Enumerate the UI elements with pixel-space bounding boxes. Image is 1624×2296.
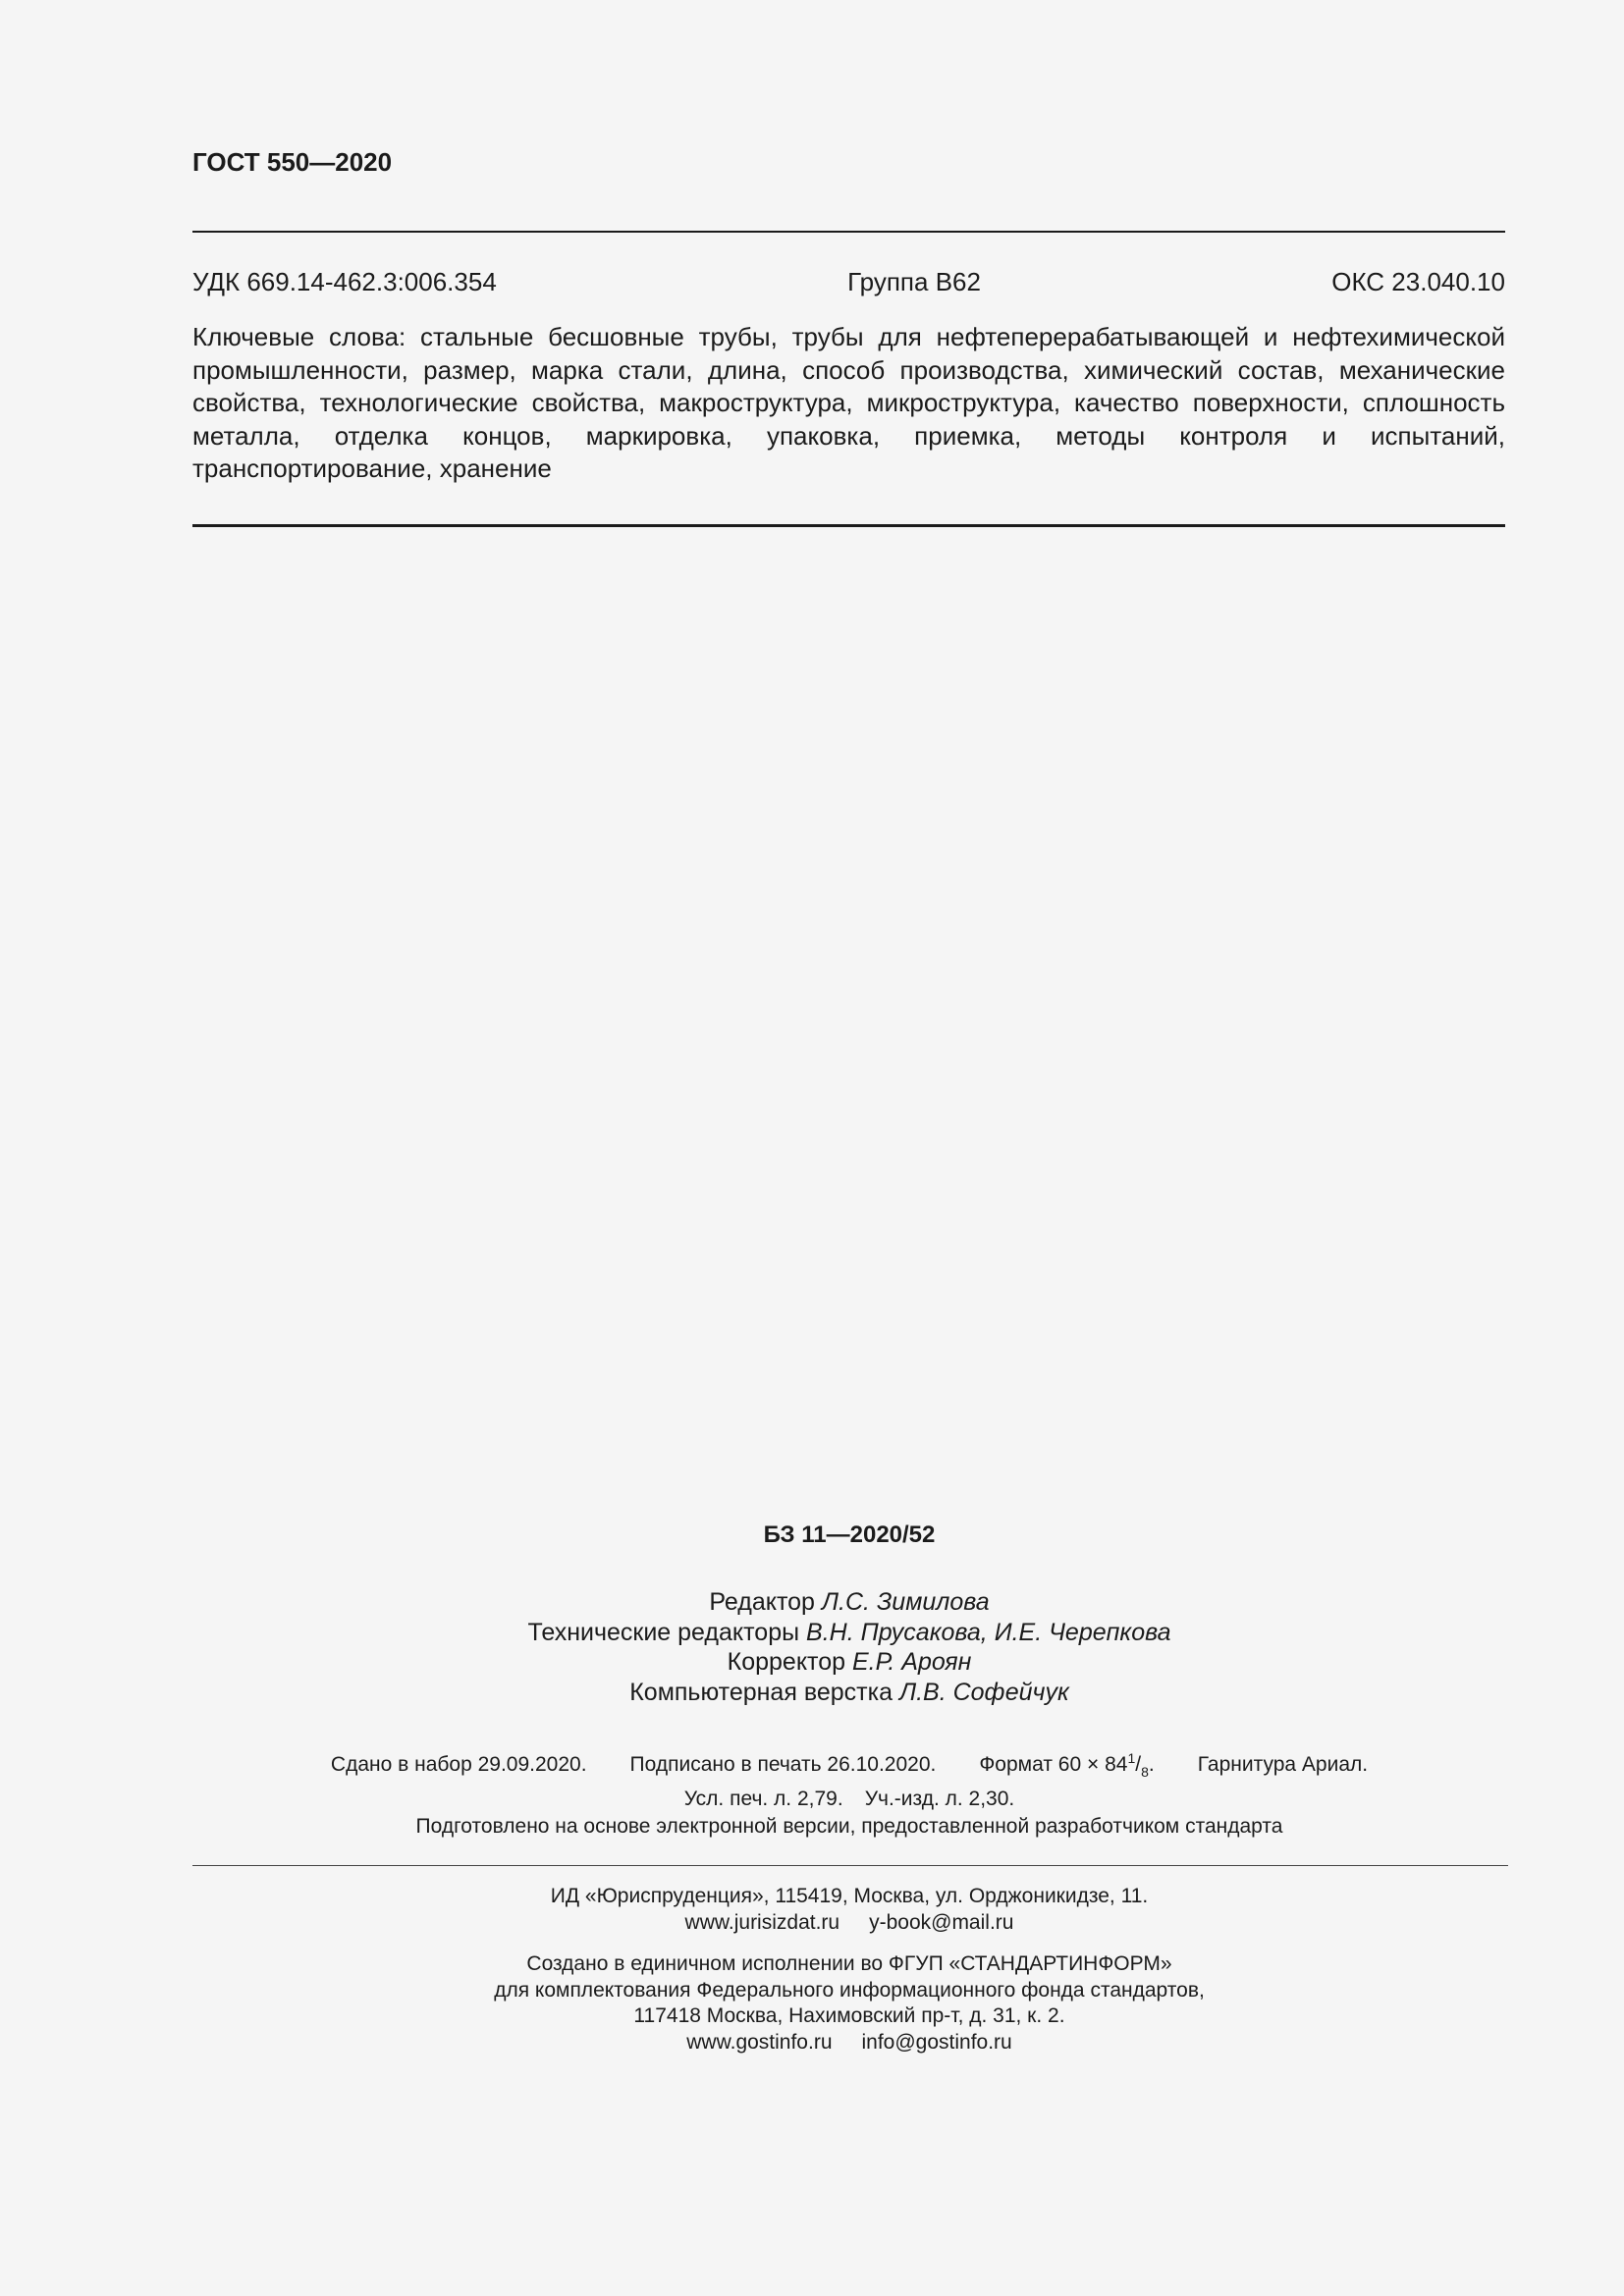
oks-code: ОКС 23.040.10	[1331, 267, 1505, 296]
keywords-text: стальные бесшовные трубы, трубы для нефтеперерабатывающей и нефтехимической промышленности, размер, марка стали, длина, способ производства, химический состав, механические свойства, технологические свойства, макроструктура, микроструктура, качество поверхности, сплошность металла, отделка концов, маркировка, упаковка, приемка, методы контроля и испытаний, транспортирование, хранение	[192, 322, 1505, 484]
prepared-note: Подготовлено на основе электронной версии, предоставленной разработчиком стандарта	[415, 1815, 1283, 1838]
credit-role: Редактор	[709, 1588, 815, 1616]
typeface: Гарнитура Ариал.	[1197, 1753, 1369, 1776]
created-contacts	[0, 2030, 1624, 2056]
publisher-email: y-book@mail.ru	[869, 1911, 1014, 1934]
credit-role: Технические редакторы	[527, 1618, 800, 1646]
credit-name: Л.В. Софейчук	[898, 1678, 1069, 1706]
udk-code: УДК 669.14-462.3:006.354	[192, 267, 497, 296]
credit-role: Компьютерная верстка	[629, 1678, 893, 1706]
publisher-divider	[192, 1865, 1508, 1866]
classification-row	[192, 266, 1505, 297]
created-line-1: Создано в единичном исполнении во ФГУП «СТАНДАРТИНФОРМ»	[526, 1952, 1172, 1975]
standard-title: ГОСТ 550—2020	[192, 147, 393, 177]
keywords-divider	[192, 524, 1505, 527]
credits-block	[0, 1587, 1624, 1707]
top-divider	[192, 231, 1505, 233]
keywords-paragraph	[192, 321, 1505, 486]
bz-number: БЗ 11—2020/52	[763, 1522, 936, 1548]
credit-name: В.Н. Прусакова, И.Е. Черепкова	[806, 1618, 1171, 1646]
gostinfo-email: info@gostinfo.ru	[861, 2030, 1012, 2054]
credit-corrector	[0, 1647, 1624, 1678]
print-info-line-1	[0, 1744, 1624, 1786]
credit-name: Л.С. Зимилова	[821, 1588, 990, 1616]
publisher-sheets: Уч.-изд. л. 2,30.	[864, 1788, 1015, 1810]
credit-tech-editors	[0, 1618, 1624, 1648]
credit-name: Е.Р. Ароян	[851, 1648, 972, 1676]
credit-role: Корректор	[727, 1648, 846, 1676]
publisher-site: www.jurisizdat.ru	[684, 1911, 840, 1934]
publisher-contacts	[0, 1909, 1624, 1936]
group-code: Группа В62	[847, 267, 981, 296]
credit-editor	[0, 1587, 1624, 1618]
keywords-label: Ключевые слова:	[192, 322, 406, 351]
print-info	[0, 1744, 1624, 1813]
credit-layout	[0, 1678, 1624, 1708]
paper-format: Формат $60 \times 84^1/_8$.	[979, 1750, 1155, 1780]
created-line-2: для комплектования Федерального информационного фонда стандартов,	[494, 1978, 1205, 2002]
created-line-3: 117418 Москва, Нахимовский пр-т, д. 31, к. 2.	[633, 2004, 1065, 2027]
print-sheets: Усл. печ. л. 2,79.	[683, 1788, 843, 1810]
gostinfo-site: www.gostinfo.ru	[686, 2030, 833, 2054]
submitted-date: Сдано в набор 29.09.2020.	[330, 1753, 587, 1776]
print-info-line-2	[0, 1786, 1624, 1813]
publisher-block	[0, 1883, 1624, 1936]
publisher-address: ИД «Юриспруденция», 115419, Москва, ул. Орджоникидзе, 11.	[550, 1885, 1149, 1907]
signed-date: Подписано в печать 26.10.2020.	[629, 1753, 937, 1776]
created-block	[0, 1951, 1624, 2056]
